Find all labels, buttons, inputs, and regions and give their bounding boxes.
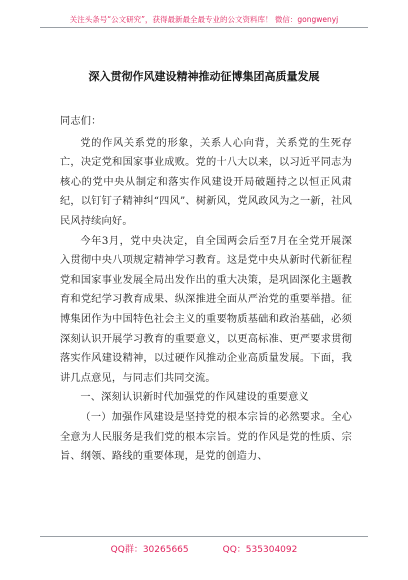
footer-qq-group: QQ群：30265665 — [110, 545, 189, 555]
section-heading-1: 一、深刻认识新时代加强党的作风建设的重要意义 — [80, 392, 309, 404]
header-promo-note: 关注头条号“公文研究”，获得最新最全最专业的公文资料库！ 微信：gongwenyj — [69, 15, 339, 24]
paragraph-3: （一）加强作风建设是坚持党的根本宗旨的必然要求。全心全意为人民服务是我们党的根本宗旨。党的作风是党的性质、宗旨、纲领、路线的重要体现，是党的创造力、 — [60, 411, 352, 463]
footer-divider — [40, 536, 368, 537]
footer-contact — [0, 542, 408, 555]
document-body — [60, 112, 352, 467]
document-title: 深入贯彻作风建设精神推动征博集团高质量发展 — [88, 70, 320, 83]
paragraph-1: 党的作风关系党的形象，关系人心向背，关系党的生死存亡，决定党和国家事业成败。党的十八大以来，以习近平同志为核心的党中央从制定和落实作风建设开局破题持之以恒正风肃纪，以钉钉子精神纠“四风”、树新风，党风政风为之一新，社风民风持续向好。 — [60, 137, 352, 227]
paragraph-2: 今年3月，党中央决定，自全国两会后至7月在全党开展深入贯彻中央八项规定精神学习教育。这是党中央从新时代新征程党和国家事业发展全局出发作出的重大决策，是巩固深化主题教育和党纪学习教育成果、纵深推进全面从严治党的重要举措。征博集团作为中国特色社会主义的重要物质基础和政治基础，必须深刻认识开展学习教育的重要意义，以更高标准、更严要求贯彻落实作风建设精神，以过硬作风推动企业高质量发展。下面，我讲几点意见，与同志们共同交流。 — [60, 235, 352, 384]
header-divider — [40, 27, 368, 28]
footer-qq-number: QQ：535304092 — [222, 545, 298, 555]
salutation: 同志们： — [60, 116, 102, 127]
